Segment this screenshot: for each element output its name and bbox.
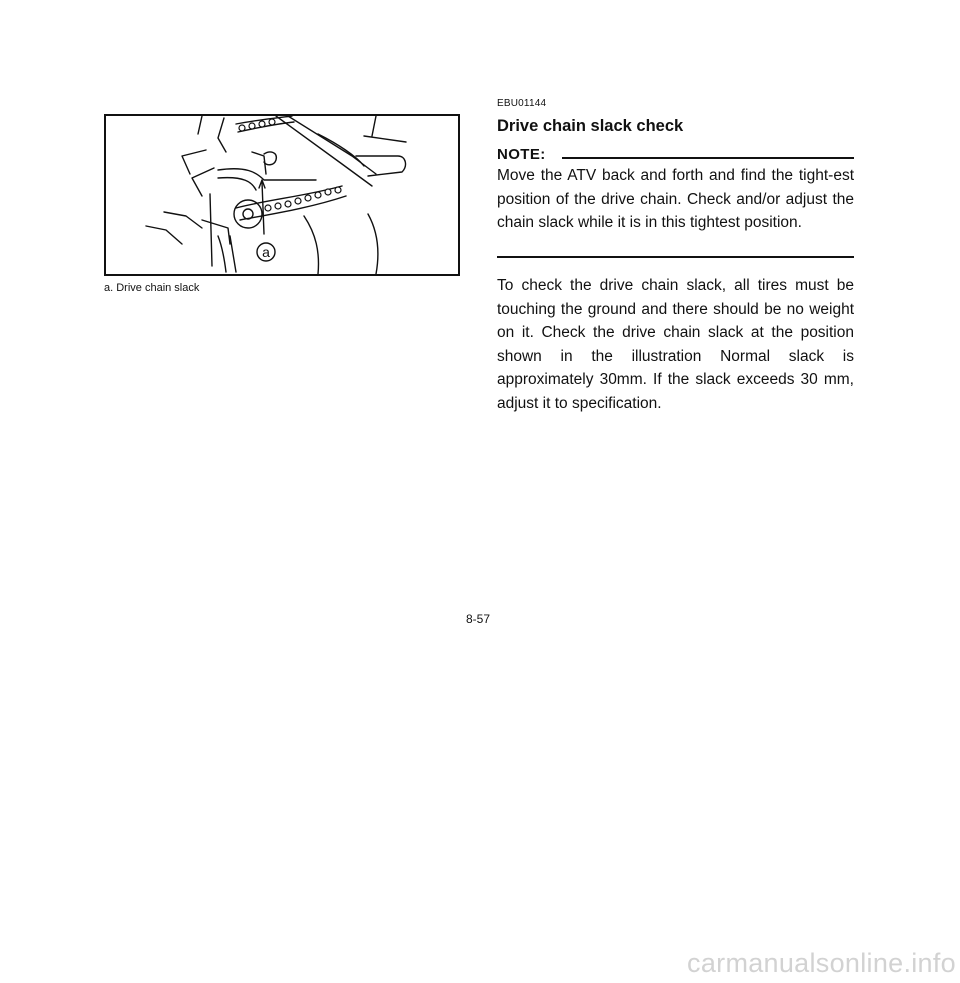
- drive-chain-illustration: [104, 114, 460, 276]
- body-paragraph: To check the drive chain slack, all tires must be touching the ground and there should be no weight on it. Check the drive chain slack at the position shown in the illustration Normal slack is approximately 30mm. If the slack exceeds 30 mm, adjust it to specification.: [497, 277, 854, 412]
- note-text: Move the ATV back and forth and find the tight-est position of the drive chain. Check and/or adjust the chain slack while it is in this tightest position.: [497, 167, 854, 231]
- drive-chain-drawing: [106, 116, 458, 274]
- page-number: 8-57: [466, 612, 491, 626]
- figure-caption: a. Drive chain slack: [104, 282, 200, 294]
- callout-letter: a: [262, 244, 270, 260]
- note-label: NOTE:: [497, 146, 546, 163]
- section-heading: Drive chain slack check: [497, 117, 684, 135]
- section-code: EBU01144: [497, 98, 547, 109]
- note-rule-top: [562, 157, 854, 159]
- note-rule-bottom: [497, 256, 854, 258]
- watermark: carmanualsonline.info: [687, 948, 956, 978]
